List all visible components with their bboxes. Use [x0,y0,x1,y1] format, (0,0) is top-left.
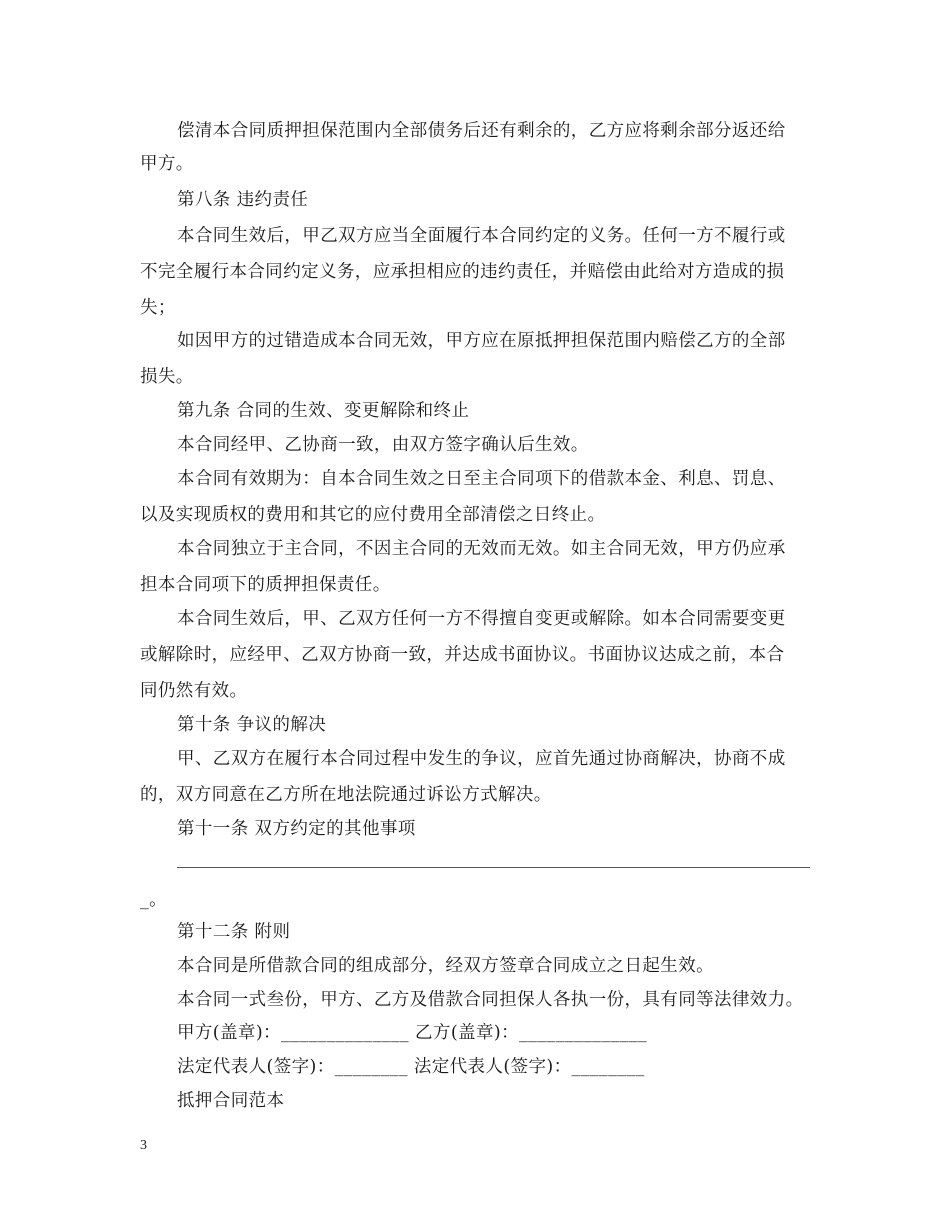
paragraph-line: 甲、乙双方在履行本合同过程中发生的争议，应首先通过协商解决，协商不成 [177,749,786,769]
signature-line-representative: 法定代表人(签字)：________ 法定代表人(签字)：________ [177,1057,645,1077]
paragraph-line: 担本合同项下的质押担保责任。 [140,575,391,595]
paragraph-line: 甲方。 [140,154,194,174]
paragraph-line: 本合同有效期为：自本合同生效之日至主合同项下的借款本金、利息、罚息、 [177,469,786,489]
paragraph-line: 不完全履行本合同约定义务，应承担相应的违约责任，并赔偿由此给对方造成的损 [140,262,785,282]
section-heading-article-8: 第八条 违约责任 [177,190,309,210]
paragraph-line: 损失。 [140,367,194,387]
paragraph-line: 的，双方同意在乙方所在地法院通过诉讼方式解决。 [140,785,552,805]
paragraph-line: 如因甲方的过错造成本合同无效，甲方应在原抵押担保范围内赔偿乙方的全部 [177,331,786,351]
paragraph-line: 失； [140,298,176,318]
section-heading-article-9: 第九条 合同的生效、变更解除和终止 [177,401,470,421]
paragraph-line: 或解除时，应经甲、乙双方协商一致，并达成书面协议。书面协议达成之前，本合 [140,645,785,665]
paragraph-line: 本合同一式叁份，甲方、乙方及借款合同担保人各执一份，具有同等法律效力。 [177,990,804,1010]
page-number: 3 [140,1138,147,1153]
fill-in-blank-line [177,867,810,868]
paragraph-line: _。 [140,890,168,910]
paragraph-line: 同仍然有效。 [140,681,248,701]
paragraph-line: 偿清本合同质押担保范围内全部债务后还有剩余的，乙方应将剩余部分返还给 [177,121,786,141]
section-heading-article-11: 第十一条 双方约定的其他事项 [177,819,416,839]
paragraph-line: 本合同生效后，甲乙双方应当全面履行本合同约定的义务。任何一方不履行或 [177,226,786,246]
paragraph-line: 本合同生效后，甲、乙双方任何一方不得擅自变更或解除。如本合同需要变更 [177,609,786,629]
paragraph-line: 以及实现质权的费用和其它的应付费用全部清偿之日终止。 [140,505,606,525]
section-heading-article-12: 第十二条 附则 [177,922,291,942]
section-heading-article-10: 第十条 争议的解决 [177,715,327,735]
paragraph-line: 本合同经甲、乙协商一致，由双方签字确认后生效。 [177,435,589,455]
paragraph-line: 本合同独立于主合同，不因主合同的无效而无效。如主合同无效，甲方仍应承 [177,539,786,559]
signature-line-seal: 甲方(盖章)：______________ 乙方(盖章)：______________ [177,1023,648,1043]
paragraph-line: 本合同是所借款合同的组成部分，经双方签章合同成立之日起生效。 [177,956,714,976]
paragraph-line: 抵押合同范本 [177,1091,285,1111]
